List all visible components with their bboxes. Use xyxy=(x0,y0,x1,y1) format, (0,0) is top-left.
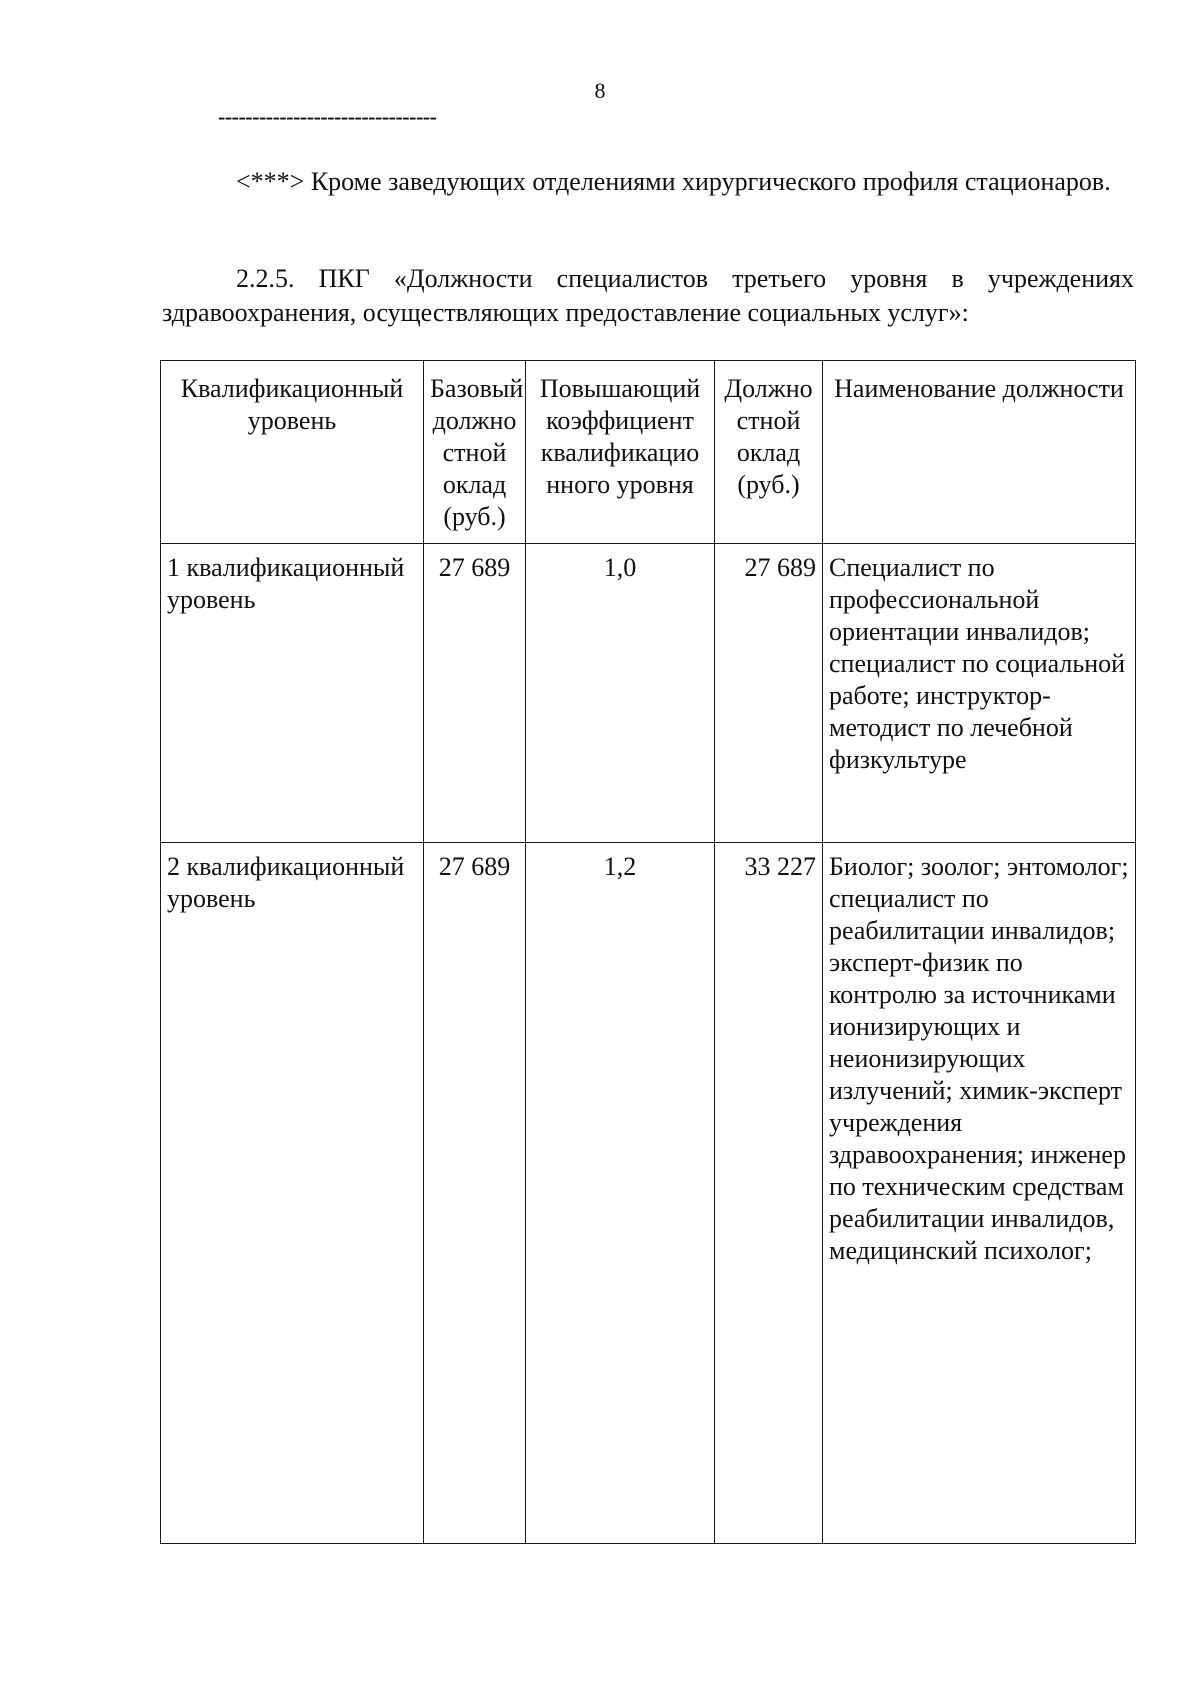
section-heading: 2.2.5. ПКГ «Должности специалистов третьего уровня в учреждениях здравоохранения, осуществляющих предоставление социальных услуг»: xyxy=(162,264,1134,327)
footnote-separator: -------------------------------- xyxy=(218,104,437,129)
salary-table xyxy=(160,360,1136,1544)
cell-level: 2 квалификационный уровень xyxy=(161,843,424,1544)
header-level: Квалификационный уровень xyxy=(161,361,424,544)
cell-positions: Специалист по профессиональной ориентации инвалидов; специалист по социальной работе; инструктор-методист по лечебной физкультуре xyxy=(823,544,1136,843)
footnote-text: <***> Кроме заведующих отделениями хирургического профиля стационаров. xyxy=(236,167,1111,196)
header-base-salary: Базовый должно стной оклад (руб.) xyxy=(424,361,526,544)
table-row xyxy=(161,843,1136,1544)
table-row xyxy=(161,544,1136,843)
cell-base-salary: 27 689 xyxy=(424,843,526,1544)
cell-coefficient: 1,0 xyxy=(526,544,715,843)
cell-salary: 33 227 xyxy=(715,843,823,1544)
header-coefficient: Повышающий коэффициент квалификацио нного уровня xyxy=(526,361,715,544)
cell-level: 1 квалификационный уровень xyxy=(161,544,424,843)
cell-coefficient: 1,2 xyxy=(526,843,715,1544)
cell-positions: Биолог; зоолог; энтомолог; специалист по реабилитации инвалидов; эксперт-физик по контролю за источниками ионизирующих и неионизирующих излучений; химик-эксперт учреждения здравоохранения; инженер по техническим средствам реабилитации инвалидов, медицинский психолог; xyxy=(823,843,1136,1544)
table-header-row xyxy=(161,361,1136,544)
header-position-name: Наименование должности xyxy=(823,361,1136,544)
cell-salary: 27 689 xyxy=(715,544,823,843)
cell-base-salary: 27 689 xyxy=(424,544,526,843)
page-number: 8 xyxy=(594,78,606,103)
header-salary: Должно стной оклад (руб.) xyxy=(715,361,823,544)
